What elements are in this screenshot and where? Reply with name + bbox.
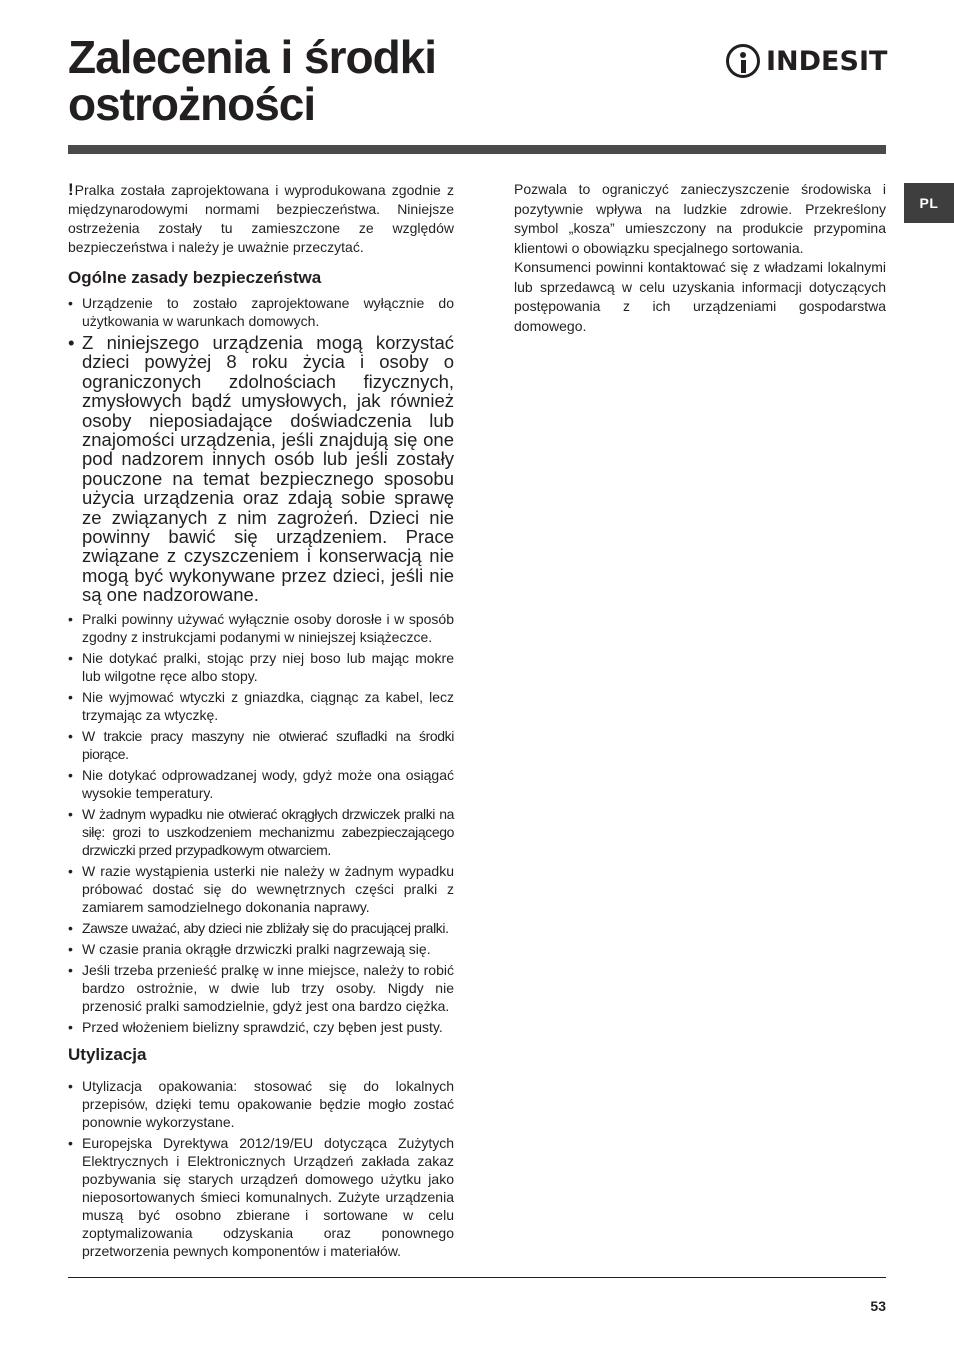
general-safety-list	[68, 294, 454, 1036]
page-title-line-1: Zalecenia i środki	[68, 31, 437, 83]
exclamation-warning-icon: !	[68, 180, 74, 199]
footer-divider	[68, 1277, 886, 1278]
page-title-line-2: ostrożności	[68, 78, 316, 130]
right-paragraph-2: Konsumenci powinni kontaktować się z władzami lokalnymi lub sprzedawcą w celu uzyskania informacji dotyczących postępowania z ich urządzeniami gospodarstwa domowego.	[514, 259, 886, 334]
list-item: • Pralki powinny używać wyłącznie osoby dorosłe i w sposób zgodny z instrukcjami podanymi w niniejszej książeczce.	[68, 610, 454, 646]
page-number: 53	[870, 1298, 886, 1314]
list-item: • Nie wyjmować wtyczki z gniazdka, ciągnąc za kabel, lecz trzymając za wtyczkę.	[68, 688, 454, 724]
list-item: • Przed włożeniem bielizny sprawdzić, czy bęben jest pusty.	[68, 1018, 454, 1036]
list-item: • Nie dotykać odprowadzanej wody, gdyż może ona osiągać wysokie temperatury.	[68, 766, 454, 802]
list-item: • Zawsze uważać, aby dzieci nie zbliżały się do pracującej pralki.	[68, 919, 454, 937]
list-item: • Utylizacja opakowania: stosować się do lokalnych przepisów, dzięki temu opakowanie będzie mogło zostać ponownie wykorzystane.	[68, 1077, 454, 1131]
intro-text: Pralka została zaprojektowana i wyprodukowana zgodnie z międzynarodowymi normami bezpieczeństwa. Niniejsze ostrzeżenia zostały tu zamieszczone ze względów bezpieczeństwa i należy je uważnie przeczytać.	[68, 182, 454, 255]
indesit-logo	[726, 40, 887, 82]
list-item: • Jeśli trzeba przenieść pralkę w inne miejsce, należy to robić bardzo ostrożnie, w dwie lub trzy osoby. Nigdy nie przenosić pralki samodzielnie, gdyż jest ona bardzo ciężka.	[68, 961, 454, 1015]
intro-paragraph	[68, 180, 454, 257]
list-item-children-warning: • Z niniejszego urządzenia mogą korzystać dzieci powyżej 8 roku życia i osoby o ograniczonych zdolnościach fizycznych, zmysłowych bądź umysłowych, jak również osoby nieposiadające doświadczenia lub znajomości urządzenia, jeśli znajdują się one pod nadzorem innych osób lub jeśli zostały pouczone na temat bezpiecznego sposobu użycia urządzenia oraz zdają sobie sprawę ze związanych z nim zagrożeń. Dzieci nie powinny bawić się urządzeniem. Prace związane z czyszczeniem i konserwacją nie mogą być wykonywane przez dzieci, jeśli nie są one nadzorowane.	[68, 333, 454, 605]
left-column	[68, 180, 454, 1263]
page-title	[68, 31, 628, 130]
general-safety-heading: Ogólne zasady bezpieczeństwa	[68, 268, 322, 287]
brand-name: INDESIT	[766, 45, 888, 77]
disposal-list	[68, 1077, 454, 1260]
list-item: • W razie wystąpienia usterki nie należy w żadnym wypadku próbować dostać się do wewnętrznych części pralki z zamiarem samodzielnego dokonania naprawy.	[68, 862, 454, 916]
disposal-heading: Utylizacja	[68, 1044, 147, 1064]
title-divider	[68, 145, 886, 154]
list-item: • W czasie prania okrągłe drzwiczki pralki nagrzewają się.	[68, 940, 454, 958]
right-paragraph-1: Pozwala to ograniczyć zanieczyszczenie środowiska i pozytywnie wpływa na ludzkie zdrowie. Przekreślony symbol „kosza” umieszczony na produkcie przypomina klientowi o obowiązku specjalnego sortowania.	[514, 181, 886, 256]
list-item: • Urządzenie to zostało zaprojektowane wyłącznie do użytkowania w warunkach domowych.	[68, 294, 454, 330]
list-item: • W żadnym wypadku nie otwierać okrągłych drzwiczek pralki na siłę: grozi to uszkodzeniem mechanizmu zabezpieczającego drzwiczki przed przypadkowym otwarciem.	[68, 805, 454, 859]
list-item: • Europejska Dyrektywa 2012/19/EU dotycząca Zużytych Elektrycznych i Elektronicznych Urządzeń zakłada zakaz pozbywania się starych urządzeń domowego użytku jako nieposortowanych śmieci komunalnych. Zużyte urządzenia muszą być osobno zbierane i sortowane w celu zoptymalizowania odzyskania oraz ponownego przetworzenia pewnych komponentów i materiałów.	[68, 1134, 454, 1260]
right-column	[514, 180, 886, 336]
indesit-i-logo-icon	[726, 44, 760, 78]
language-tab: PL	[904, 183, 954, 223]
list-item: • W trakcie pracy maszyny nie otwierać szufladki na środki piorące.	[68, 727, 454, 763]
list-item: • Nie dotykać pralki, stojąc przy niej boso lub mając mokre lub wilgotne ręce albo stopy.	[68, 649, 454, 685]
